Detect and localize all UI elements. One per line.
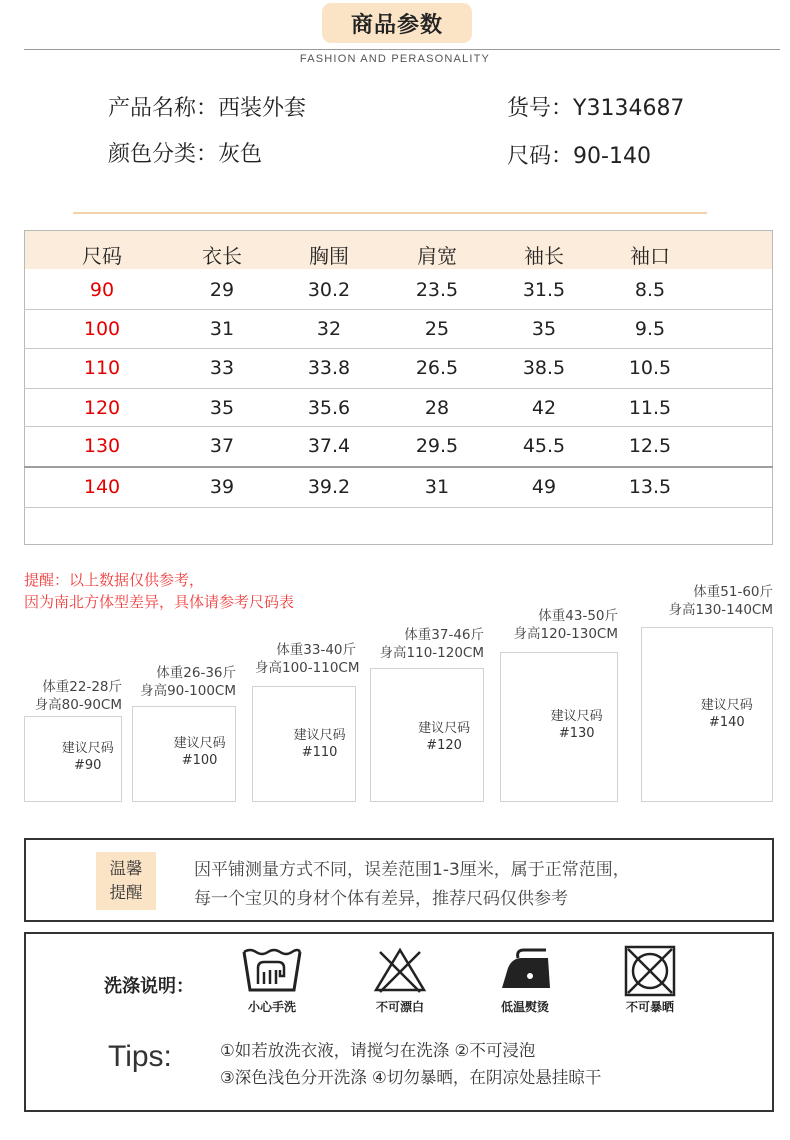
size-table-cell: 28 [424,397,450,419]
kid-weight: 体重43-50斤 [538,608,618,624]
kid-body-stats [255,641,360,677]
kid-height: 身高100-110CM [255,660,360,676]
kid-suggested-size [285,727,354,761]
size-table-cell: 35.6 [307,397,351,419]
product-size-label: 尺码： [507,144,574,169]
size-table-cell: 45.5 [522,435,566,457]
size-table-size-cell: 130 [83,435,121,457]
kid-suggest-size: #130 [558,726,595,741]
kid-weight: 体重26-36斤 [156,665,236,681]
size-table-row-divider [24,466,773,468]
size-table-size-cell: 100 [83,318,121,340]
size-table-row-divider [24,507,773,508]
product-sku-label: 货号： [507,96,574,121]
size-table-cell: 23.5 [415,279,459,301]
product-sku [507,91,684,122]
size-table-cell: 37 [209,435,235,457]
low-iron-label: 低温熨烫 [500,1000,549,1014]
size-table-cell: 38.5 [522,357,566,379]
kid-suggest-size: #120 [426,738,462,753]
size-table-cell: 13.5 [628,476,672,498]
kid-suggest-label: 建议尺码 [61,741,114,756]
size-table-cell: 12.5 [628,435,672,457]
size-table-cell: 32 [316,318,342,340]
kid-suggested-size [406,720,481,754]
size-table-header-cell: 衣长 [202,244,242,268]
size-table-cell: 26.5 [415,357,459,379]
kid-suggest-label: 建议尺码 [293,728,346,743]
size-table-header-cell: 袖口 [630,244,670,268]
no-bleach-label: 不可漂白 [375,1000,424,1014]
product-name [108,91,306,122]
kid-weight: 体重22-28斤 [42,679,122,695]
kid-body-stats [133,664,236,700]
size-table-row-divider [24,309,773,310]
low-iron-icon [494,946,556,996]
kid-weight: 体重51-60斤 [693,584,773,600]
size-table-size-cell: 110 [83,357,121,379]
section-subtitle: FASHION AND PERASONALITY [299,53,491,65]
size-table-cell: 10.5 [628,357,672,379]
size-table-cell: 9.5 [634,318,666,340]
kid-suggest-label: 建议尺码 [418,721,471,736]
no-sun-label: 不可暴晒 [625,1000,674,1014]
header-divider [24,49,780,50]
kid-suggested-size [538,708,616,742]
kid-weight: 体重33-40斤 [276,642,356,658]
product-color-value: 灰色 [218,142,263,167]
size-table-header-cell: 尺码 [82,244,122,268]
no-bleach-icon [372,946,428,996]
tips-label: Tips: [108,1040,172,1073]
product-sku-value: Y3134687 [573,96,685,121]
kid-suggest-size: #140 [708,715,745,730]
size-table-cell: 33 [209,357,235,379]
size-table-cell: 42 [531,397,557,419]
size-table-cell: 31 [209,318,235,340]
kid-body-stats [23,678,122,714]
product-size-value: 90-140 [573,144,651,169]
size-table-cell: 30.2 [307,279,351,301]
size-table-cell: 11.5 [628,397,672,419]
wash-title: 洗涤说明： [104,976,194,997]
size-table-cell: 39.2 [307,476,351,498]
size-table-cell: 39 [209,476,235,498]
product-name-label: 产品名称： [108,96,219,121]
kid-suggest-label: 建议尺码 [550,709,603,724]
kid-suggest-size: #110 [301,745,338,760]
kid-body-stats [653,583,773,619]
product-color-label: 颜色分类： [108,142,219,167]
size-table-header-cell: 袖长 [524,244,564,268]
reminder-line-1: 提醒：以上数据仅供参考， [24,571,205,589]
tip-line-1: 因平铺测量方式不同，误差范围1-3厘米，属于正常范围， [194,860,630,880]
kid-height: 身高120-130CM [513,626,618,642]
product-name-value: 西装外套 [218,96,307,121]
size-table-size-cell: 120 [83,397,121,419]
kid-suggested-size [683,697,770,731]
size-table-cell: 8.5 [634,279,666,301]
hand-wash-label: 小心手洗 [247,1000,296,1014]
kid-height: 身高80-90CM [34,697,122,713]
kid-suggest-size: #100 [181,753,218,768]
tip-badge-line-2: 提醒 [109,883,143,902]
size-table-cell: 35 [531,318,557,340]
no-sun-icon [622,943,678,999]
size-table-row-divider [24,426,773,427]
size-table-cell: 25 [424,318,450,340]
kid-suggest-size: #90 [73,758,102,773]
kid-body-stats [370,626,484,662]
tip-badge-line-1: 温馨 [109,859,143,878]
product-color [108,137,262,168]
kid-height: 身高90-100CM [140,683,236,699]
size-table-size-cell: 90 [89,279,115,301]
tip-badge [96,852,156,910]
section-title: 商品参数 [322,3,472,43]
size-table-row-divider [24,348,773,349]
size-table-row-divider [24,388,773,389]
size-table-cell: 49 [531,476,557,498]
size-table-cell: 37.4 [307,435,351,457]
kid-height: 身高130-140CM [668,602,773,618]
size-table-cell: 31.5 [522,279,566,301]
reminder-line-2: 因为南北方体型差异，具体请参考尺码表 [24,593,295,611]
kid-suggest-label: 建议尺码 [700,698,753,713]
size-table-header-cell: 肩宽 [417,244,457,268]
hand-wash-icon [240,946,304,996]
tips-line-1: ①如若放洗衣液，请搅匀在洗涤 ②不可浸泡 [220,1041,536,1060]
size-table-cell: 29.5 [415,435,459,457]
size-table-cell: 29 [209,279,235,301]
kid-suggest-label: 建议尺码 [173,736,226,751]
size-table-size-cell: 140 [83,476,121,498]
kid-suggested-size [55,740,120,774]
size-table-cell: 31 [424,476,450,498]
size-table-cell: 33.8 [307,357,351,379]
kid-suggested-size [165,735,234,769]
size-reminder [24,569,294,613]
size-table-header-cell: 胸围 [309,244,349,268]
params-divider [73,212,707,214]
kid-weight: 体重37-46斤 [404,627,484,643]
product-size-range [507,139,651,170]
tips-line-2: ③深色浅色分开洗涤 ④切勿暴晒，在阴凉处悬挂晾干 [220,1068,602,1087]
kid-body-stats [505,607,618,643]
size-table-cell: 35 [209,397,235,419]
tip-line-2: 每一个宝贝的身材个体有差异，推荐尺码仅供参考 [194,889,568,909]
kid-height: 身高110-120CM [379,645,484,661]
